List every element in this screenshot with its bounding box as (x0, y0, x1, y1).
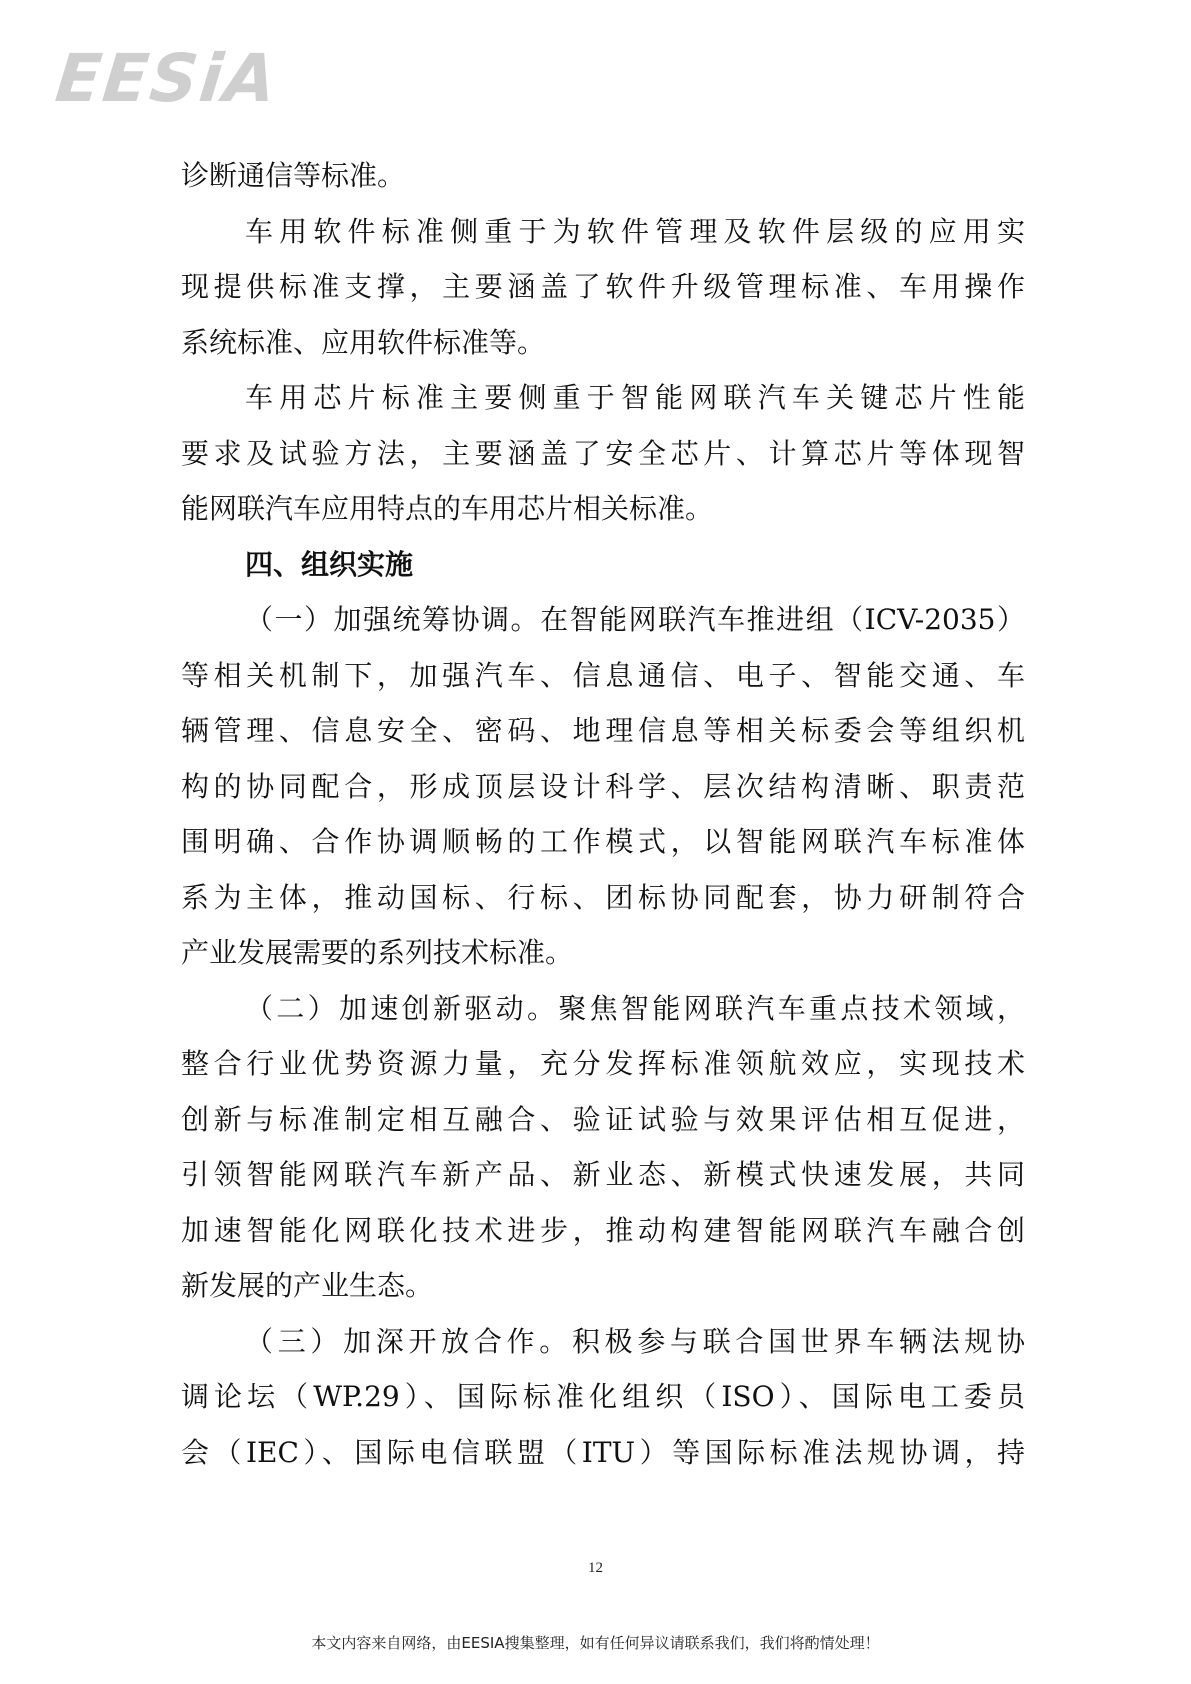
paragraph-line: （三）加深开放合作。积极参与联合国世界车辆法规协 (245, 1324, 1025, 1358)
paragraph-line: 整合行业优势资源力量，充分发挥标准领航效应，实现技术 (181, 1047, 1025, 1080)
page-number: 12 (588, 1560, 603, 1576)
paragraph-line: 新发展的产业生态。 (181, 1269, 434, 1302)
paragraph-line: 加速智能化网联化技术进步，推动构建智能网联汽车融合创 (181, 1213, 1025, 1247)
paragraph-line: 诊断通信等标准。 (181, 159, 406, 192)
paragraph-line: 调论坛（WP.29）、国际标准化组织（ISO）、国际电工委员 (181, 1380, 1025, 1413)
paragraph-line: 现提供标准支撑，主要涵盖了软件升级管理标准、车用操作 (181, 270, 1025, 303)
paragraph-line: （二）加速创新驱动。聚焦智能网联汽车重点技术领域， (245, 991, 1025, 1025)
paragraph-line: 系统标准、应用软件标准等。 (181, 325, 546, 359)
eesia-logo: EESiA (52, 40, 282, 117)
paragraph-line: 车用芯片标准主要侧重于智能网联汽车关键芯片性能 (245, 381, 1025, 414)
paragraph-line: 引领智能网联汽车新产品、新业态、新模式快速发展，共同 (181, 1158, 1025, 1191)
paragraph-line: 围明确、合作协调顺畅的工作模式，以智能网联汽车标准体 (181, 825, 1025, 858)
paragraph-line: 产业发展需要的系列技术标准。 (181, 936, 574, 969)
section-heading: 四、组织实施 (245, 547, 414, 581)
paragraph-line: 等相关机制下，加强汽车、信息通信、电子、智能交通、车 (181, 658, 1025, 692)
paragraph-line: 创新与标准制定相互融合、验证试验与效果评估相互促进， (181, 1102, 1025, 1136)
document-body (181, 148, 1025, 1480)
paragraph-line: 能网联汽车应用特点的车用芯片相关标准。 (181, 492, 714, 525)
footer-disclaimer: 本文内容来自网络，由EESIA搜集整理，如有任何异议请联系我们，我们将酌情处理！ (311, 1634, 880, 1652)
paragraph-line: 要求及试验方法，主要涵盖了安全芯片、计算芯片等体现智 (181, 436, 1025, 470)
paragraph-line: 会（IEC）、国际电信联盟（ITU）等国际标准法规协调，持 (181, 1435, 1025, 1469)
paragraph-line: （一）加强统筹协调。在智能网联汽车推进组（ICV-2035） (245, 603, 1025, 636)
paragraph-line: 构的协同配合，形成顶层设计科学、层次结构清晰、职责范 (181, 769, 1025, 803)
paragraph-line: 辆管理、信息安全、密码、地理信息等相关标委会等组织机 (181, 714, 1025, 747)
paragraph-line: 系为主体，推动国标、行标、团标协同配套，协力研制符合 (181, 880, 1025, 914)
paragraph-line: 车用软件标准侧重于为软件管理及软件层级的应用实 (245, 214, 1025, 248)
